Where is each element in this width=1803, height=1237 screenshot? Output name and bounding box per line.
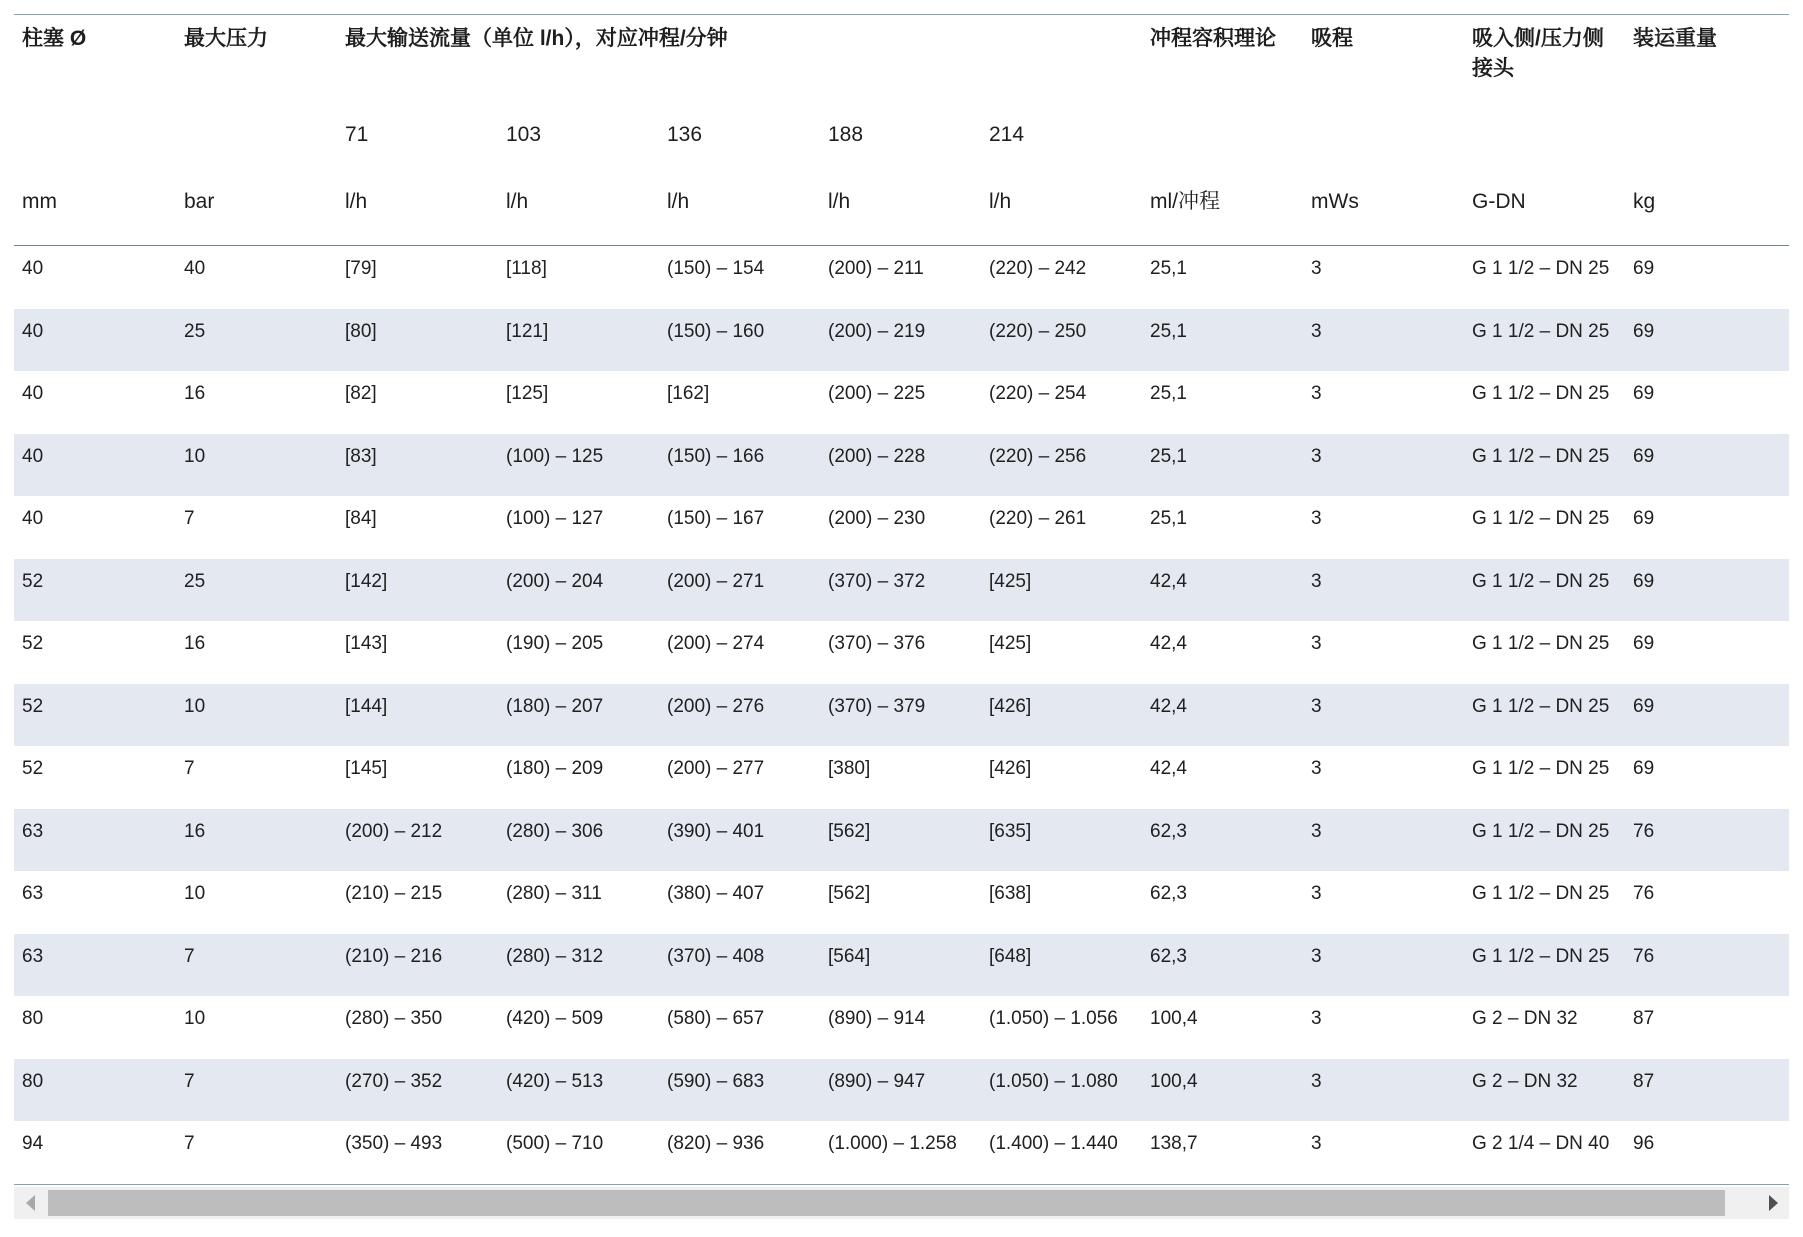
cell-plunger: 40 bbox=[22, 258, 44, 279]
cell-flow-136: (370) – 408 bbox=[667, 945, 765, 967]
cell-flow-188: (370) – 376 bbox=[828, 633, 926, 654]
table-row bbox=[14, 309, 1789, 372]
cell-plunger: 40 bbox=[22, 320, 44, 342]
cell-flow-71: [144] bbox=[345, 695, 388, 717]
table-row bbox=[14, 871, 1789, 934]
cell-stroke-volume: 62,3 bbox=[1150, 820, 1187, 842]
cell-connection: G 2 – DN 32 bbox=[1472, 1008, 1578, 1029]
cell-flow-214: (220) – 261 bbox=[989, 508, 1087, 529]
cell-flow-188: (200) – 219 bbox=[828, 320, 926, 342]
cell-suction-lift: 3 bbox=[1311, 1070, 1322, 1092]
cell-suction-lift: 3 bbox=[1311, 320, 1322, 342]
cell-plunger: 94 bbox=[22, 1133, 44, 1154]
table-row bbox=[14, 559, 1789, 622]
cell-flow-103: (180) – 207 bbox=[506, 695, 604, 717]
cell-weight: 69 bbox=[1633, 570, 1655, 592]
cell-plunger: 40 bbox=[22, 508, 44, 529]
cell-pressure: 7 bbox=[184, 945, 195, 967]
cell-flow-214: [425] bbox=[989, 633, 1032, 654]
scroll-right-icon[interactable] bbox=[1757, 1187, 1789, 1219]
cell-flow-214: [648] bbox=[989, 945, 1032, 967]
cell-flow-136: (200) – 274 bbox=[667, 633, 765, 654]
header-stroke-volume: 冲程容积理论 bbox=[1150, 27, 1276, 50]
cell-pressure: 40 bbox=[184, 258, 206, 279]
cell-weight: 69 bbox=[1633, 445, 1655, 467]
cell-plunger: 80 bbox=[22, 1070, 44, 1092]
cell-pressure: 25 bbox=[184, 570, 206, 592]
cell-stroke-volume: 62,3 bbox=[1150, 945, 1187, 967]
table-row bbox=[14, 684, 1789, 747]
table-row bbox=[14, 371, 1789, 434]
table-row bbox=[14, 434, 1789, 497]
cell-stroke-volume: 138,7 bbox=[1150, 1133, 1198, 1154]
cell-pressure: 7 bbox=[184, 1133, 195, 1154]
unit-weight: kg bbox=[1633, 190, 1656, 213]
cell-flow-136: [162] bbox=[667, 383, 710, 404]
header-stroke-188: 188 bbox=[828, 123, 864, 146]
cell-flow-71: [80] bbox=[345, 320, 377, 342]
cell-weight: 69 bbox=[1633, 695, 1655, 717]
cell-flow-214: (1.050) – 1.056 bbox=[989, 1008, 1118, 1029]
cell-plunger: 63 bbox=[22, 820, 44, 842]
header-stroke-214: 214 bbox=[989, 123, 1025, 146]
cell-stroke-volume: 100,4 bbox=[1150, 1070, 1198, 1092]
cell-plunger: 63 bbox=[22, 883, 44, 904]
cell-plunger: 52 bbox=[22, 758, 44, 779]
cell-pressure: 7 bbox=[184, 508, 195, 529]
unit-mm: mm bbox=[22, 190, 57, 213]
cell-flow-188: (890) – 914 bbox=[828, 1008, 926, 1029]
cell-weight: 69 bbox=[1633, 258, 1655, 279]
cell-flow-136: (390) – 401 bbox=[667, 820, 765, 842]
table-body bbox=[14, 246, 1789, 1184]
cell-flow-188: (1.000) – 1.258 bbox=[828, 1133, 957, 1154]
cell-connection: G 1 1/2 – DN 25 bbox=[1472, 695, 1610, 717]
unit-flow-103: l/h bbox=[506, 190, 529, 213]
cell-plunger: 63 bbox=[22, 945, 44, 967]
header-plunger: 柱塞 Ø bbox=[22, 27, 87, 50]
cell-flow-103: (420) – 513 bbox=[506, 1070, 604, 1092]
cell-suction-lift: 3 bbox=[1311, 758, 1322, 779]
cell-flow-103: (420) – 509 bbox=[506, 1008, 604, 1029]
cell-flow-188: (200) – 211 bbox=[828, 258, 924, 279]
cell-flow-103: (500) – 710 bbox=[506, 1133, 604, 1154]
cell-stroke-volume: 42,4 bbox=[1150, 633, 1187, 654]
cell-suction-lift: 3 bbox=[1311, 820, 1322, 842]
table-row bbox=[14, 496, 1789, 559]
horizontal-scrollbar[interactable] bbox=[14, 1187, 1789, 1219]
cell-flow-136: (150) – 166 bbox=[667, 445, 765, 467]
cell-stroke-volume: 100,4 bbox=[1150, 1008, 1198, 1029]
cell-connection: G 1 1/2 – DN 25 bbox=[1472, 820, 1610, 842]
cell-flow-103: [118] bbox=[506, 258, 547, 279]
cell-connection: G 1 1/2 – DN 25 bbox=[1472, 508, 1610, 529]
cell-connection: G 1 1/2 – DN 25 bbox=[1472, 320, 1610, 342]
table-row bbox=[14, 746, 1789, 809]
table-row bbox=[14, 1121, 1789, 1184]
cell-flow-103: (100) – 125 bbox=[506, 445, 604, 467]
cell-flow-188: (370) – 372 bbox=[828, 570, 926, 592]
cell-suction-lift: 3 bbox=[1311, 383, 1322, 404]
cell-suction-lift: 3 bbox=[1311, 883, 1322, 904]
cell-connection: G 1 1/2 – DN 25 bbox=[1472, 445, 1610, 467]
cell-plunger: 80 bbox=[22, 1008, 44, 1029]
cell-flow-71: (210) – 215 bbox=[345, 883, 443, 904]
cell-weight: 76 bbox=[1633, 883, 1655, 904]
cell-flow-71: [82] bbox=[345, 383, 377, 404]
table-row bbox=[14, 246, 1789, 309]
table-row bbox=[14, 996, 1789, 1059]
cell-flow-214: (220) – 256 bbox=[989, 445, 1087, 467]
cell-flow-214: (1.400) – 1.440 bbox=[989, 1133, 1118, 1154]
cell-stroke-volume: 42,4 bbox=[1150, 570, 1187, 592]
cell-flow-136: (200) – 276 bbox=[667, 695, 765, 717]
cell-weight: 87 bbox=[1633, 1070, 1655, 1092]
header-stroke-136: 136 bbox=[667, 123, 703, 146]
data-table bbox=[14, 14, 1789, 1219]
cell-flow-214: (220) – 254 bbox=[989, 383, 1087, 404]
cell-flow-136: (590) – 683 bbox=[667, 1070, 765, 1092]
cell-pressure: 16 bbox=[184, 820, 206, 842]
cell-flow-71: [79] bbox=[345, 258, 377, 279]
bottom-rule bbox=[14, 1184, 1789, 1185]
header-stroke-71: 71 bbox=[345, 123, 369, 146]
cell-suction-lift: 3 bbox=[1311, 570, 1322, 592]
cell-flow-188: (200) – 228 bbox=[828, 445, 926, 467]
cell-flow-188: [562] bbox=[828, 820, 871, 842]
cell-suction-lift: 3 bbox=[1311, 258, 1322, 279]
cell-connection: G 1 1/2 – DN 25 bbox=[1472, 633, 1610, 654]
cell-weight: 69 bbox=[1633, 633, 1655, 654]
header-stroke-103: 103 bbox=[506, 123, 542, 146]
cell-pressure: 25 bbox=[184, 320, 206, 342]
cell-stroke-volume: 25,1 bbox=[1150, 320, 1187, 342]
cell-stroke-volume: 25,1 bbox=[1150, 258, 1187, 279]
cell-flow-214: [426] bbox=[989, 695, 1032, 717]
cell-pressure: 10 bbox=[184, 445, 206, 467]
cell-pressure: 7 bbox=[184, 1070, 195, 1092]
cell-pressure: 7 bbox=[184, 758, 195, 779]
header-max-pressure: 最大压力 bbox=[184, 27, 268, 50]
cell-flow-188: [380] bbox=[828, 758, 871, 779]
cell-suction-lift: 3 bbox=[1311, 945, 1322, 967]
table-row bbox=[14, 1059, 1789, 1122]
cell-flow-136: (580) – 657 bbox=[667, 1008, 765, 1029]
cell-flow-188: [562] bbox=[828, 883, 871, 904]
cell-suction-lift: 3 bbox=[1311, 1133, 1322, 1154]
cell-flow-136: (200) – 271 bbox=[667, 570, 765, 592]
cell-flow-103: (200) – 204 bbox=[506, 570, 604, 592]
cell-flow-103: [125] bbox=[506, 383, 549, 404]
cell-flow-188: (370) – 379 bbox=[828, 695, 926, 717]
cell-flow-103: (280) – 311 bbox=[506, 883, 602, 904]
header-suction-lift: 吸程 bbox=[1311, 27, 1353, 50]
cell-flow-71: (200) – 212 bbox=[345, 820, 443, 842]
cell-weight: 76 bbox=[1633, 945, 1655, 967]
cell-suction-lift: 3 bbox=[1311, 445, 1322, 467]
cell-weight: 69 bbox=[1633, 320, 1655, 342]
cell-flow-71: (210) – 216 bbox=[345, 945, 443, 967]
cell-flow-71: (350) – 493 bbox=[345, 1133, 443, 1154]
cell-suction-lift: 3 bbox=[1311, 695, 1322, 717]
table-row bbox=[14, 809, 1789, 872]
cell-flow-103: (100) – 127 bbox=[506, 508, 604, 529]
cell-flow-136: (150) – 154 bbox=[667, 258, 765, 279]
cell-stroke-volume: 62,3 bbox=[1150, 883, 1187, 904]
cell-connection: G 2 – DN 32 bbox=[1472, 1070, 1578, 1092]
unit-suction-lift: mWs bbox=[1311, 190, 1359, 213]
cell-flow-71: [84] bbox=[345, 508, 377, 529]
cell-flow-214: [426] bbox=[989, 758, 1032, 779]
cell-flow-103: (280) – 306 bbox=[506, 820, 604, 842]
cell-flow-188: [564] bbox=[828, 945, 871, 967]
cell-plunger: 40 bbox=[22, 383, 44, 404]
cell-connection: G 1 1/2 – DN 25 bbox=[1472, 570, 1610, 592]
cell-weight: 96 bbox=[1633, 1133, 1655, 1154]
cell-flow-71: [143] bbox=[345, 633, 388, 654]
cell-flow-136: (820) – 936 bbox=[667, 1133, 765, 1154]
cell-weight: 69 bbox=[1633, 508, 1655, 529]
cell-suction-lift: 3 bbox=[1311, 508, 1322, 529]
cell-connection: G 1 1/2 – DN 25 bbox=[1472, 945, 1610, 967]
cell-flow-103: (280) – 312 bbox=[506, 945, 604, 967]
cell-flow-136: (380) – 407 bbox=[667, 883, 765, 904]
cell-flow-136: (200) – 277 bbox=[667, 758, 765, 779]
unit-flow-136: l/h bbox=[667, 190, 690, 213]
cell-flow-136: (150) – 167 bbox=[667, 508, 765, 529]
table-header bbox=[14, 15, 1789, 246]
cell-connection: G 1 1/2 – DN 25 bbox=[1472, 258, 1610, 279]
unit-flow-71: l/h bbox=[345, 190, 368, 213]
cell-stroke-volume: 25,1 bbox=[1150, 508, 1187, 529]
cell-flow-214: (1.050) – 1.080 bbox=[989, 1070, 1118, 1092]
cell-flow-71: [83] bbox=[345, 445, 377, 467]
cell-flow-71: (280) – 350 bbox=[345, 1008, 443, 1029]
cell-pressure: 10 bbox=[184, 695, 206, 717]
cell-stroke-volume: 42,4 bbox=[1150, 758, 1187, 779]
cell-flow-71: [145] bbox=[345, 758, 388, 779]
cell-suction-lift: 3 bbox=[1311, 1008, 1322, 1029]
cell-flow-214: [635] bbox=[989, 820, 1032, 842]
cell-pressure: 16 bbox=[184, 383, 206, 404]
cell-stroke-volume: 25,1 bbox=[1150, 445, 1187, 467]
header-max-flow: 最大输送流量（单位 l/h），对应冲程/分钟 bbox=[345, 27, 728, 50]
cell-pressure: 10 bbox=[184, 883, 206, 904]
cell-flow-188: (890) – 947 bbox=[828, 1070, 926, 1092]
cell-flow-188: (200) – 230 bbox=[828, 508, 926, 529]
cell-stroke-volume: 42,4 bbox=[1150, 695, 1187, 717]
cell-stroke-volume: 25,1 bbox=[1150, 383, 1187, 404]
cell-connection: G 2 1/4 – DN 40 bbox=[1472, 1133, 1610, 1154]
cell-weight: 87 bbox=[1633, 1008, 1655, 1029]
cell-flow-214: [425] bbox=[989, 570, 1032, 592]
cell-connection: G 1 1/2 – DN 25 bbox=[1472, 383, 1610, 404]
cell-connection: G 1 1/2 – DN 25 bbox=[1472, 758, 1610, 779]
cell-connection: G 1 1/2 – DN 25 bbox=[1472, 883, 1610, 904]
cell-weight: 76 bbox=[1633, 820, 1655, 842]
table-row bbox=[14, 934, 1789, 997]
cell-pressure: 16 bbox=[184, 633, 206, 654]
unit-bar: bar bbox=[184, 190, 215, 213]
header-weight: 装运重量 bbox=[1633, 27, 1717, 50]
cell-plunger: 52 bbox=[22, 695, 44, 717]
cell-flow-188: (200) – 225 bbox=[828, 383, 926, 404]
scroll-thumb[interactable] bbox=[48, 1190, 1725, 1216]
cell-flow-71: (270) – 352 bbox=[345, 1070, 443, 1092]
cell-flow-71: [142] bbox=[345, 570, 388, 592]
cell-flow-214: (220) – 250 bbox=[989, 320, 1087, 342]
cell-flow-103: (190) – 205 bbox=[506, 633, 604, 654]
unit-flow-188: l/h bbox=[828, 190, 851, 213]
cell-flow-214: (220) – 242 bbox=[989, 258, 1087, 279]
cell-plunger: 52 bbox=[22, 570, 44, 592]
unit-stroke-volume: ml/冲程 bbox=[1150, 190, 1220, 213]
unit-flow-214: l/h bbox=[989, 190, 1012, 213]
cell-plunger: 40 bbox=[22, 445, 44, 467]
scroll-left-icon[interactable] bbox=[14, 1187, 46, 1219]
cell-flow-103: [121] bbox=[506, 320, 549, 342]
cell-plunger: 52 bbox=[22, 633, 44, 654]
cell-flow-136: (150) – 160 bbox=[667, 320, 765, 342]
cell-flow-214: [638] bbox=[989, 883, 1032, 904]
cell-suction-lift: 3 bbox=[1311, 633, 1322, 654]
cell-pressure: 10 bbox=[184, 1008, 206, 1029]
cell-weight: 69 bbox=[1633, 383, 1655, 404]
table-row bbox=[14, 621, 1789, 684]
cell-flow-103: (180) – 209 bbox=[506, 758, 604, 779]
header-connection: 吸入侧/压力侧接头 bbox=[1472, 27, 1604, 80]
cell-weight: 69 bbox=[1633, 758, 1655, 779]
unit-connection: G-DN bbox=[1472, 190, 1526, 213]
